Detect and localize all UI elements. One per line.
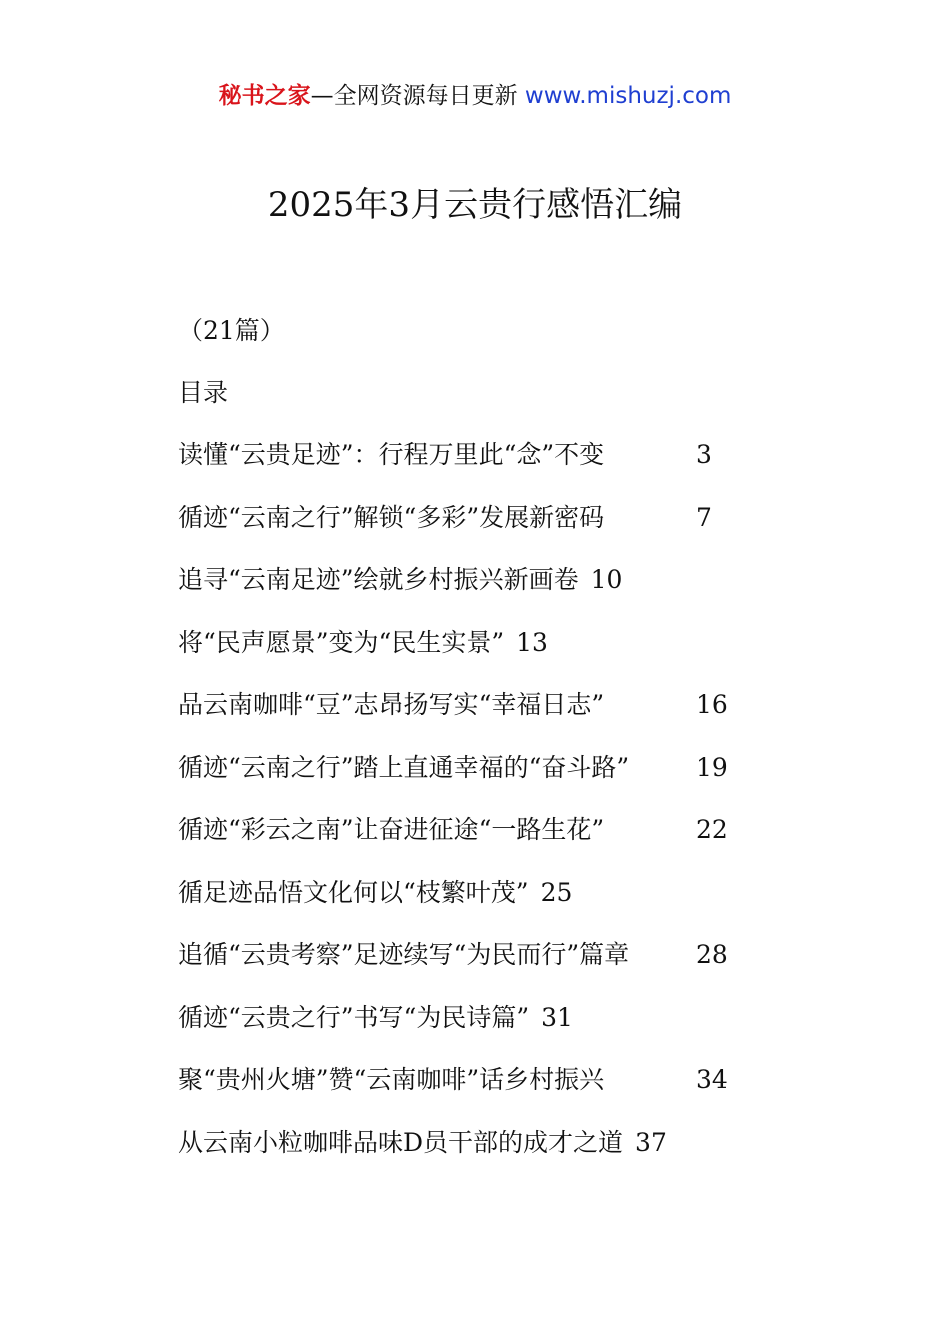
toc-entry-page: 28 xyxy=(696,940,728,969)
site-url-link[interactable]: www.mishuzj.com xyxy=(524,83,732,109)
toc-entry-page: 13 xyxy=(516,627,548,657)
toc-entry-title: 将“民声愿景”变为“民生实景” xyxy=(178,627,505,657)
toc-entry[interactable] xyxy=(178,625,738,688)
document-title: 2025年3月云贵行感悟汇编 xyxy=(267,185,683,225)
toc-entry-title: 循足迹品悟文化何以“枝繁叶茂” xyxy=(178,877,529,907)
toc-entry-title: 读懂“云贵足迹”：行程万里此“念”不变 xyxy=(178,440,605,469)
toc-entry[interactable] xyxy=(178,812,738,875)
toc-entry-title: 循迹“云南之行”解锁“多彩”发展新密码 xyxy=(178,502,605,532)
toc-entry-title: 追循“云贵考察”足迹续写“为民而行”篇章 xyxy=(178,940,630,969)
toc-entry-page: 19 xyxy=(696,752,728,782)
toc-entry[interactable] xyxy=(178,1062,738,1125)
toc-entry-page: 34 xyxy=(696,1065,728,1094)
toc-entry[interactable] xyxy=(178,937,738,1000)
toc-entry-page: 7 xyxy=(696,502,712,532)
site-name: 秘书之家 xyxy=(218,83,311,109)
toc-entry[interactable] xyxy=(178,1000,738,1063)
article-count: （21篇） xyxy=(178,316,285,345)
toc-entry-page: 31 xyxy=(541,1002,573,1032)
toc-entry-page: 16 xyxy=(696,690,728,719)
toc-entry-title: 从云南小粒咖啡品味D员干部的成才之道 xyxy=(178,1127,624,1157)
toc-entry[interactable] xyxy=(178,687,738,750)
toc-entry[interactable] xyxy=(178,750,738,813)
toc-entry[interactable] xyxy=(178,562,738,625)
toc-entry-title: 品云南咖啡“豆”志昂扬写实“幸福日志” xyxy=(178,690,605,719)
toc-entry-page: 3 xyxy=(696,440,712,469)
site-header xyxy=(0,80,950,112)
table-of-contents xyxy=(178,437,738,1187)
toc-entry-title: 循迹“云贵之行”书写“为民诗篇” xyxy=(178,1002,530,1032)
toc-heading: 目录 xyxy=(178,378,229,407)
toc-entry-title: 聚“贵州火塘”赞“云南咖啡”话乡村振兴 xyxy=(178,1065,605,1094)
toc-entry-page: 37 xyxy=(635,1127,667,1157)
toc-entry-page: 22 xyxy=(696,815,728,844)
site-tagline: —全网资源每日更新 xyxy=(310,83,518,109)
toc-entry-page: 25 xyxy=(540,877,573,907)
toc-entry-title: 追寻“云南足迹”绘就乡村振兴新画卷 xyxy=(178,565,579,594)
toc-entry-title: 循迹“云南之行”踏上直通幸福的“奋斗路” xyxy=(178,752,630,782)
toc-entry[interactable] xyxy=(178,875,738,938)
toc-entry[interactable] xyxy=(178,500,738,563)
toc-entry-title: 循迹“彩云之南”让奋进征途“一路生花” xyxy=(178,815,605,844)
toc-entry[interactable] xyxy=(178,1125,738,1188)
toc-entry[interactable] xyxy=(178,437,738,500)
toc-entry-page: 10 xyxy=(590,565,623,594)
